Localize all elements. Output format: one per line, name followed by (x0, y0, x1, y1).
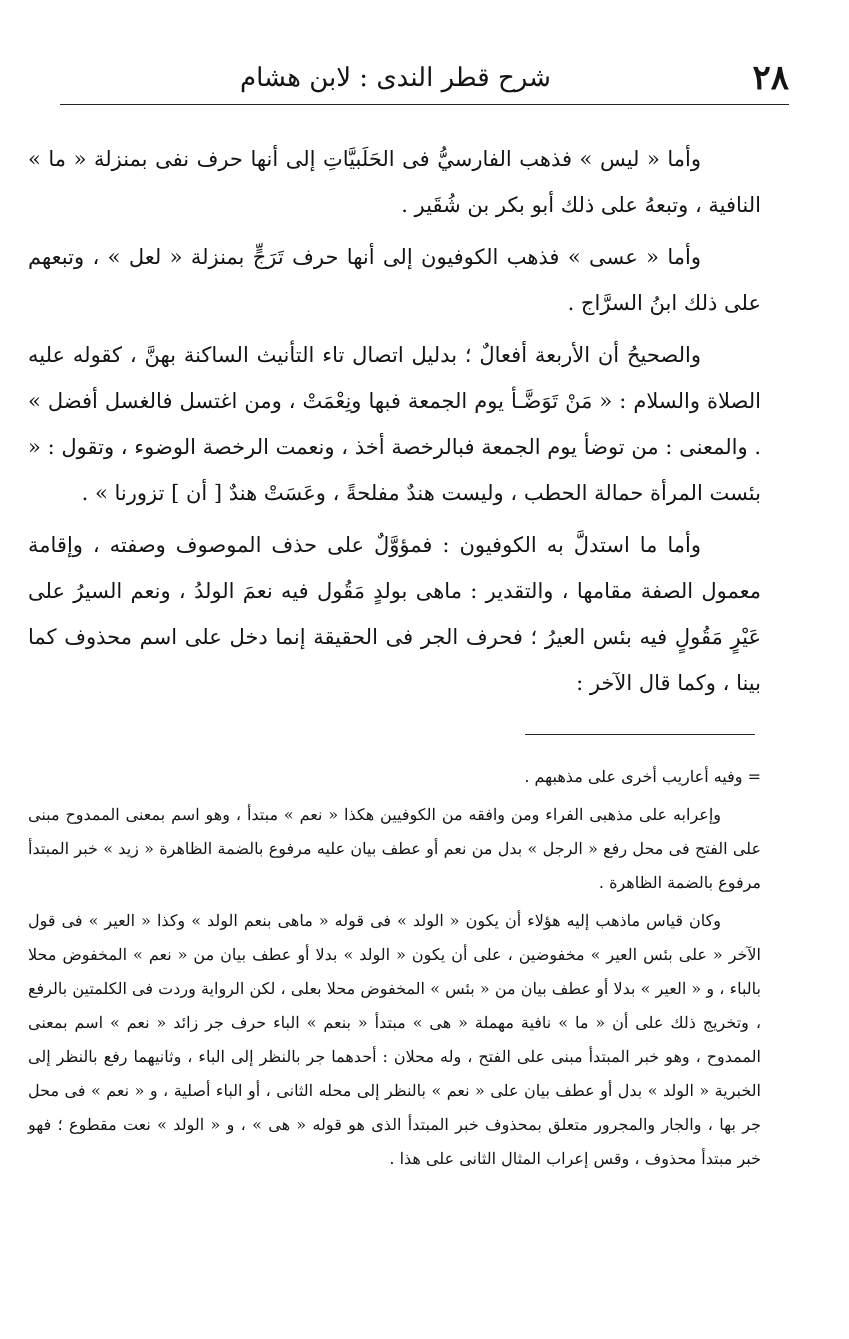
paragraph-kufan-argument: وأما ما استدلَّ به الكوفيون : فمؤوَّلٌ على حذف الموصوف وصفته ، وإقامة معمول الصفة مقامها ، والتقدير : ماهى بولدٍ مَقُول فيه نعمَ الولدُ ، ونعم السيرُ على عَيْرٍ مَقُولٍ فيه بئس العيرُ ؛ فحرف الجر فى الحقيقة إنما دخل على اسم محذوف كما بينا ، وكما قال الآخر : (28, 533, 761, 695)
paragraph-correct-view: والصحيحُ أن الأربعة أفعالٌ ؛ بدليل اتصال تاء التأنيث الساكنة بهنَّ ، كقوله عليه الصلاة والسلام : « مَنْ تَوَضَّـأ يوم الجمعة فبها ونِعْمَتْ ، ومن اغتسل فالغسل أفضل » . والمعنى : من توضأ يوم الجمعة فبالرخصة أخذ ، ونعمت الرخصة الوضوء ، وتقول : « بئست المرأة حمالة الحطب ، وليست هندٌ مفلحةً ، وعَسَتْ هندٌ [ أن ] تزورنا » . (28, 343, 761, 505)
paragraph-laysa: وأما « ليس » فذهب الفارسيُّ فى الحَلَبيَّاتِ إلى أنها حرف نفى بمنزلة « ما » النافية ، وتبعهُ على ذلك أبو بكر بن شُقَير . (28, 147, 761, 217)
footnote-continuation: = وفيه أعاريب أخرى على مذهبهم . (524, 767, 761, 786)
page-header (60, 52, 789, 105)
running-title: شرح قطر الندى : لابن هشام (240, 63, 551, 93)
page-number: ٢٨ (752, 58, 789, 98)
footnote-paragraph: وكان قياس ماذهب إليه هؤلاء أن يكون « الولد » فى قوله « ماهى بنعم الولد » وكذا « العير » فى قول الآخر « على بئس العير » مخفوضين ، على أن يكون « الولد » بدلا أو عطف بيان من « نعم » المخفوض محلا بالباء ، و « العير » بدلا أو عطف بيان من « بئس » المخفوض محلا بعلى ، لكن الرواية وردت فى الكلمتين بالرفع ، وتخريج ذلك على أن « ما » نافية مهملة « هى » مبتدأ « بنعم » الباء حرف جر زائد « نعم » اسم بمعنى الممدوح ، وهو خبر المبتدأ مبنى على الفتح ، وله محلان : أحدهما جر بالنظر إلى الباء ، وثانيهما رفع بالنظر إلى الخبرية « الولد » بدل أو عطف بيان على « نعم » بالنظر إلى محله الثانى ، أو الباء أصلية ، و « نعم » فى محل جر بها ، والجار والمجرور متعلق بمحذوف خبر المبتدأ الذى هو قوله « هى » ، و « الولد » نعت مقطوع ؛ فهو خبر مبتدأ محذوف ، وقس إعراب المثال الثانى على هذا . (28, 911, 762, 1168)
footnotes (28, 760, 761, 1180)
paragraph-asa: وأما « عسى » فذهب الكوفيون إلى أنها حرف تَرَجٍّ بمنزلة « لعل » ، وتبعهم على ذلك ابنُ السرَّاج . (28, 245, 761, 315)
footnote-paragraph: وإعرابه على مذهبى الفراء ومن وافقه من الكوفيين هكذا « نعم » مبتدأ ، وهو اسم بمعنى الممدوح مبنى على الفتح فى محل رفع « الرجل » بدل من نعم أو عطف بيان عليه مرفوع بالضمة الظاهرة « زيد » خبر المبتدأ مرفوع بالضمة الظاهرة . (28, 805, 761, 892)
main-text (28, 136, 761, 712)
footnote-separator (525, 734, 755, 735)
